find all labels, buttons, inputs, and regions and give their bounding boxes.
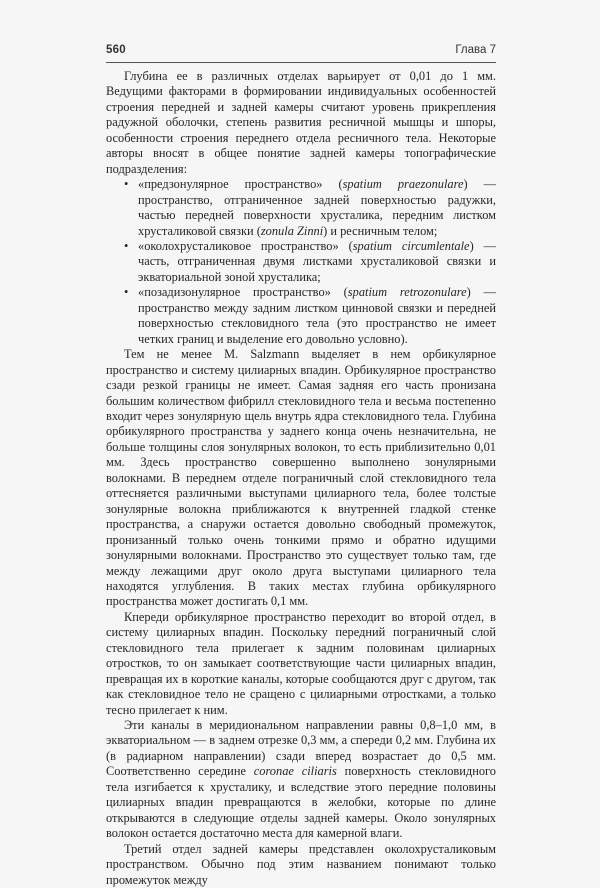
bullet: • xyxy=(124,238,129,253)
paragraph-ciliary-depressions: Кпереди орбикулярное пространство переходит во второй отдел, в систему цилиарных впадин. Поскольку передний пограничный слой стекловидного тела прилегает к задним половинам цилиарных отростков, то он замыкает соответствующие части цилиарных впадин, превращая их в короткие каналы, которые сообщаются друг с другом, так как стекловидное тело не сращено с цилиарными отростками, а только тесно прилегает к ним. xyxy=(106,609,496,717)
paragraph-intro: Глубина ее в различных отделах варьирует от 0,01 до 1 мм. Ведущими факторами в формировании индивидуальных особенностей строения передней и задней камеры считают уровень прикрепления радужной оболочки, степень развития ресничной мышцы и шпоры, особенности строения переднего отдела ресничного тела. Некоторые авторы вносят в общее понятие задней камеры топографические подразделения: xyxy=(106,69,496,176)
latin-term: spatium praezonulare xyxy=(342,177,464,192)
paragraph-salzmann: Тем не менее M. Salzmann выделяет в нем орбикулярное пространство и систему цилиарных впадин. Орбикулярное пространство сзади резкой границы не имеет. Самая задняя его часть пронизана большим количеством фибрилл стекловидного тела и весьма постепенно входит через зонулярную щель внутрь ядра стекловидного тела. Глубина орбикулярного пространства у заднего конца очень незначительна, не больше толщины слоя зонулярных волокон, то есть приблизительно 0,01 мм. Здесь пространство совершенно выполнено зонулярными волокнами. В переднем отделе пограничный слой стекловидного тела оттесняется различными выступами цилиарного тела, более толстые зонулярные волокна приближаются к внутренней гладкой стенке пространства, а снаружи остается довольно свободный промежуток, пронизанный только очень тонкими прямо и обратно идущими зонулярными волокнами. Пространство это существует только там, где между лежащими друг около друга выступами цилиарного тела находятся углубления. В таких местах глубина орбикулярного пространства может достигать 0,1 мм. xyxy=(106,347,496,609)
header-rule xyxy=(106,62,496,63)
list-item: • «позадизонулярное пространство» (spatium retrozonulare) — пространство между задним листком цинновой связки и передней поверхностью стекловидного тела (это пространство не имеет четких границ и выделение его довольно условно). xyxy=(124,285,496,346)
latin-term: spatium retrozonulare xyxy=(347,285,467,300)
latin-term: spatium circumlentale xyxy=(352,238,470,253)
chapter-label: Глава 7 xyxy=(455,44,496,56)
paragraph-channels: Эти каналы в меридиональном направлении равны 0,8–1,0 мм, в экваториальном — в заднем отрезке 0,3 мм, а спереди 0,2 мм. Глубина их (в радиарном направлении) сзади вперед возрастает до 0,5 мм. Соответственно середине coronae ciliaris поверхность стекловидного тела изгибается к хрусталику, и вследствие этого передние половины цилиарных впадин превращаются в желобки, которые по длине открываются в следующие отделы задней камеры. Около зонулярных волокон остается достаточно места для камерной влаги. xyxy=(106,718,496,841)
body-text xyxy=(106,69,496,888)
paragraph-third-section: Третий отдел задней камеры представлен околохрусталиковым пространством. Обычно под этим названием понимают только промежуток между xyxy=(106,841,496,887)
running-head xyxy=(106,44,496,60)
list-item: • «околохрусталиковое пространство» (spatium circumlentale) — часть, отграниченная двумя листками хрусталиковой связки и экваториальной зоной хрусталика; xyxy=(124,238,496,284)
bullet: • xyxy=(124,177,129,192)
subdivision-list xyxy=(106,177,496,347)
bullet: • xyxy=(124,285,129,300)
page-number: 560 xyxy=(106,44,126,56)
latin-term: coronae ciliaris xyxy=(253,764,337,779)
latin-term: zonula Zinni xyxy=(260,223,324,238)
list-item: • «предзонулярное пространство» (spatium praezonulare) — пространство, отграниченное задней поверхностью радужки, частью передней поверхности хрусталика, передним листком хрусталиковой связки (zonula Zinni) и ресничным телом; xyxy=(124,177,496,238)
